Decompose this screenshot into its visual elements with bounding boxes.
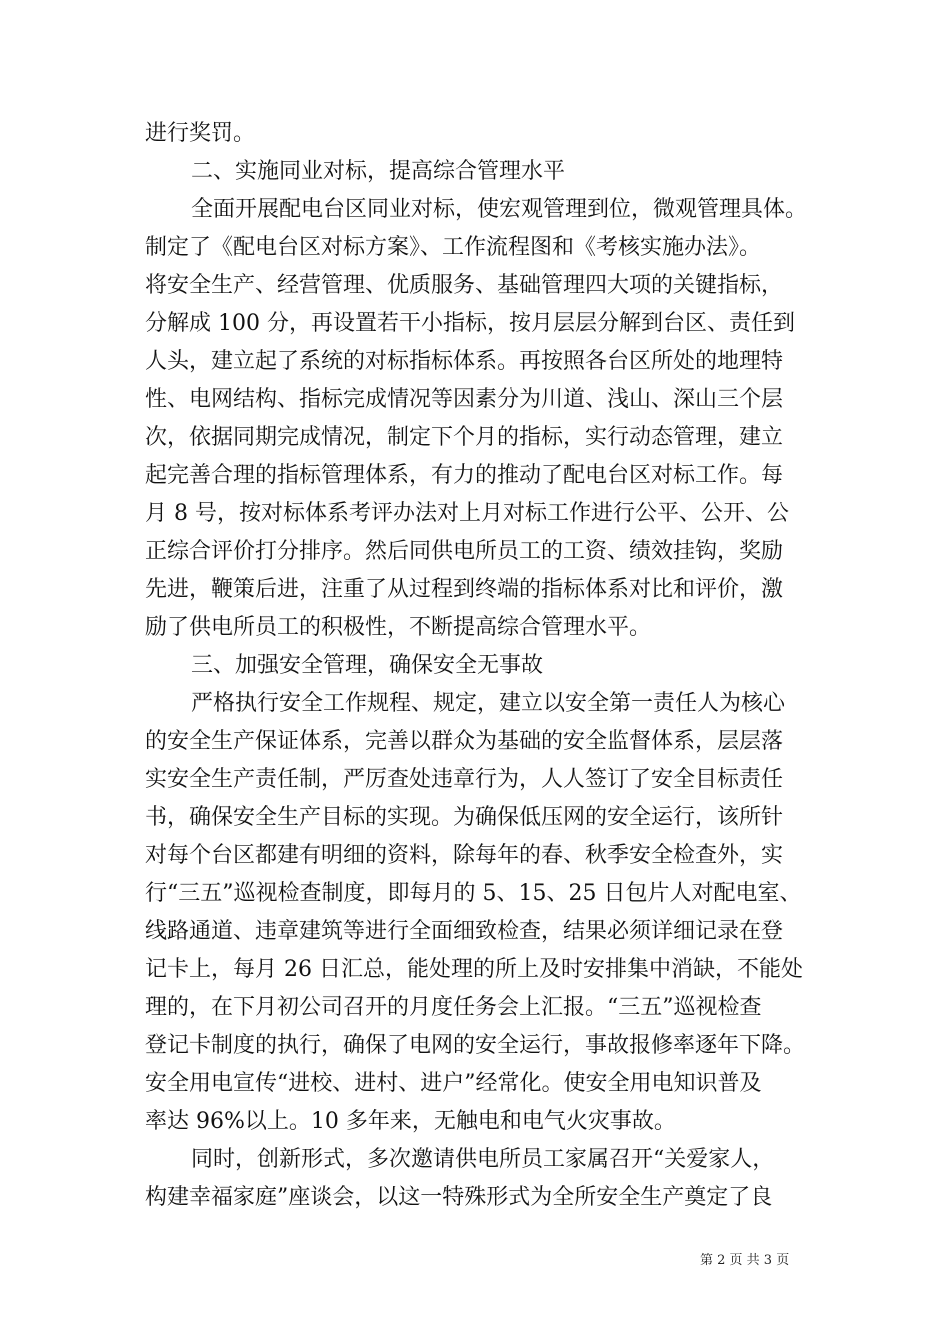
text-line: 登记卡制度的执行，确保了电网的安全运行，事故报修率逐年下降。: [145, 1033, 806, 1058]
text-line: 性、电网结构、指标完成情况等因素分为川道、浅山、深山三个层: [145, 387, 784, 412]
text-line: 记卡上，每月 26 日汇总，能处理的所上及时安排集中消缺，不能处: [145, 957, 803, 982]
text-line: 严格执行安全工作规程、规定，建立以安全第一责任人为核心: [191, 691, 786, 716]
text-line: 同时，创新形式，多次邀请供电所员工家属召开“关爱家人，: [191, 1147, 775, 1172]
text-line: 构建幸福家庭”座谈会，以这一特殊形式为全所安全生产奠定了良: [145, 1185, 773, 1210]
text-line: 线路通道、违章建筑等进行全面细致检查，结果必须详细记录在登: [145, 919, 784, 944]
text-line: 先进，鞭策后进，注重了从过程到终端的指标体系对比和评价，激: [145, 577, 784, 602]
text-line: 率达 96%以上。10 多年来，无触电和电气火灾事故。: [145, 1109, 676, 1134]
text-line: 次，依据同期完成情况，制定下个月的指标，实行动态管理，建立: [145, 425, 784, 450]
text-line: 全面开展配电台区同业对标，使宏观管理到位，微观管理具体。: [191, 197, 808, 222]
text-line: 书，确保安全生产目标的实现。为确保低压网的安全运行，该所针: [145, 805, 784, 830]
text-line: 进行奖罚。: [145, 121, 256, 146]
text-line: 人头，建立起了系统的对标指标体系。再按照各台区所处的地理特: [145, 349, 784, 374]
text-line: 分解成 100 分，再设置若干小指标，按月层层分解到台区、责任到: [145, 311, 795, 336]
text-line: 实安全生产责任制，严厉查处违章行为，人人签订了安全目标责任: [145, 767, 784, 792]
text-line: 的安全生产保证体系，完善以群众为基础的安全监督体系，层层落: [145, 729, 784, 754]
text-line: 月 8 号，按对标体系考评办法对上月对标工作进行公平、公开、公: [145, 501, 789, 526]
text-line: 起完善合理的指标管理体系，有力的推动了配电台区对标工作。每: [145, 463, 784, 488]
text-line: 理的，在下月初公司召开的月度任务会上汇报。“三五”巡视检查: [145, 995, 762, 1020]
text-line: 安全用电宣传“进校、进村、进户”经常化。使安全用电知识普及: [145, 1071, 762, 1096]
section-heading: 二、实施同业对标，提高综合管理水平: [191, 159, 566, 184]
text-line: 对每个台区都建有明细的资料，除每年的春、秋季安全检查外，实: [145, 843, 784, 868]
text-line: 行“三五”巡视检查制度，即每月的 5、15、25 日包片人对配电室、: [145, 881, 802, 906]
text-line: 正综合评价打分排序。然后同供电所员工的工资、绩效挂钩，奖励: [145, 539, 784, 564]
text-line: 将安全生产、经营管理、优质服务、基础管理四大项的关键指标，: [145, 273, 784, 298]
text-line: 制定了《配电台区对标方案》、工作流程图和《考核实施办法》。: [145, 235, 762, 260]
section-heading: 三、加强安全管理，确保安全无事故: [191, 653, 544, 678]
page-number: 第 2 页 共 3 页: [700, 1253, 790, 1268]
text-line: 励了供电所员工的积极性，不断提高综合管理水平。: [145, 615, 652, 640]
